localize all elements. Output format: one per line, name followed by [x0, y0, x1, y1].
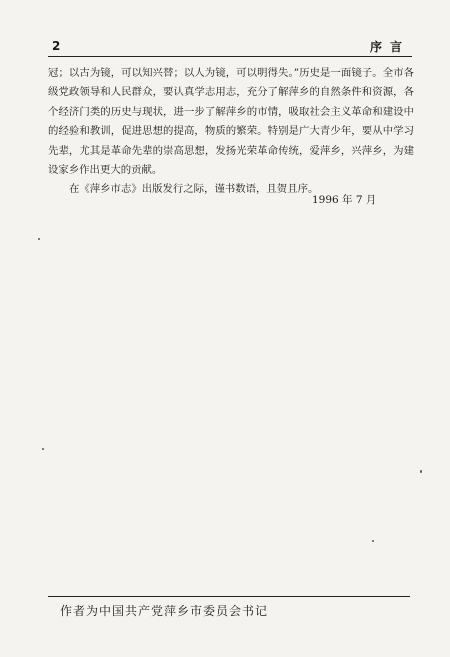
scan-speck — [42, 448, 44, 450]
scan-speck — [420, 470, 422, 473]
page-number: 2 — [52, 39, 61, 53]
scan-speck — [38, 238, 40, 240]
running-title: 序言 — [369, 40, 410, 54]
paragraph-2: 在《萍乡市志》出版发行之际，谨书数语，且贺且序。 — [69, 183, 319, 196]
date-line: 1996 年 7 月 — [312, 194, 377, 206]
page-header — [48, 38, 412, 57]
footnote-divider — [48, 596, 410, 597]
body-text — [48, 64, 414, 200]
paragraph-1: 冠；以古为镜，可以知兴替；以人为镜，可以明得失。”历史是一面镜子。全市各级党政领导和人民群众，要认真学志用志，充分了解萍乡的自然条件和资源，各个经济门类的历史与现状，进一步了解萍乡的市情，吸取社会主义革命和建设中的经验和教训，促进思想的提高，物质的繁荣。特别是广大青少年，要从中学习先辈，尤其是革命先辈的崇高思想，发扬光荣革命传统，爱萍乡，兴萍乡，为建设家乡作出更大的贡献。 — [48, 67, 414, 177]
footnote: 作者为中国共产党萍乡市委员会书记 — [60, 604, 269, 618]
scan-speck — [372, 540, 374, 542]
